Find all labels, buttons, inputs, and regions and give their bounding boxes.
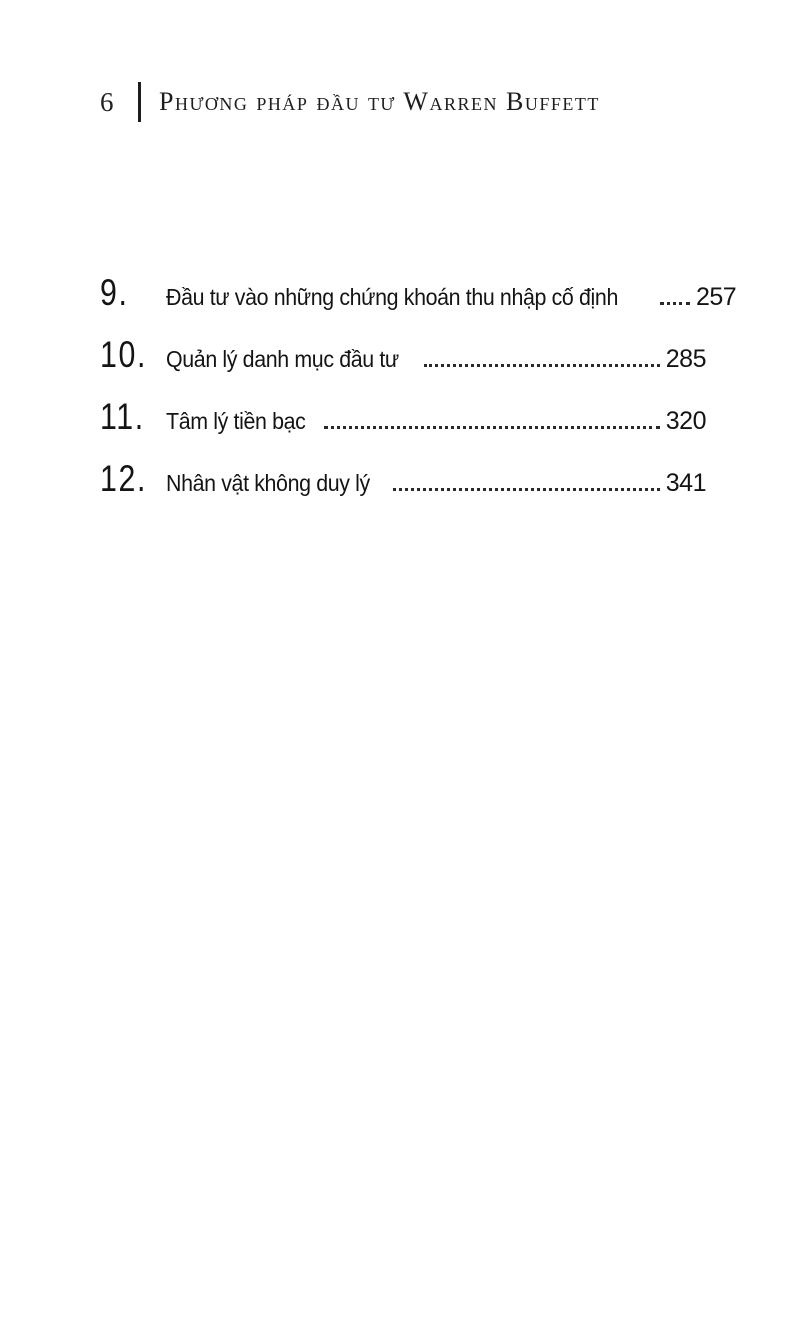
dot-leader — [660, 302, 690, 305]
toc-entry-number: 11. — [100, 396, 145, 437]
toc-entry-page: 320 — [665, 407, 706, 435]
dot-leader — [424, 364, 659, 367]
toc-entry-page: 257 — [696, 283, 737, 311]
toc-entry-number: 9. — [100, 272, 129, 313]
toc-entry-number: 12. — [100, 458, 148, 499]
toc-entry-title: Đầu tư vào những chứng khoán thu nhập cố định — [166, 284, 618, 310]
toc-entry — [100, 458, 706, 520]
dot-leader — [393, 488, 660, 491]
toc-entry-title: Tâm lý tiền bạc — [166, 408, 306, 434]
header-divider — [138, 82, 141, 122]
toc-entry-title: Nhân vật không duy lý — [166, 470, 370, 496]
toc-entry — [100, 396, 706, 458]
page-number: 6 — [100, 86, 114, 117]
book-title: Phương pháp đầu tư Warren Buffett — [159, 87, 600, 116]
toc-entry-title: Quản lý danh mục đầu tư — [166, 346, 399, 372]
toc-entry — [100, 334, 706, 396]
running-header — [100, 82, 600, 122]
toc-entry-page: 285 — [665, 345, 706, 373]
table-of-contents — [100, 272, 737, 520]
toc-entry-number: 10. — [100, 334, 148, 375]
toc-entry-page: 341 — [665, 469, 706, 497]
dot-leader — [324, 426, 660, 429]
toc-entry — [100, 272, 737, 334]
